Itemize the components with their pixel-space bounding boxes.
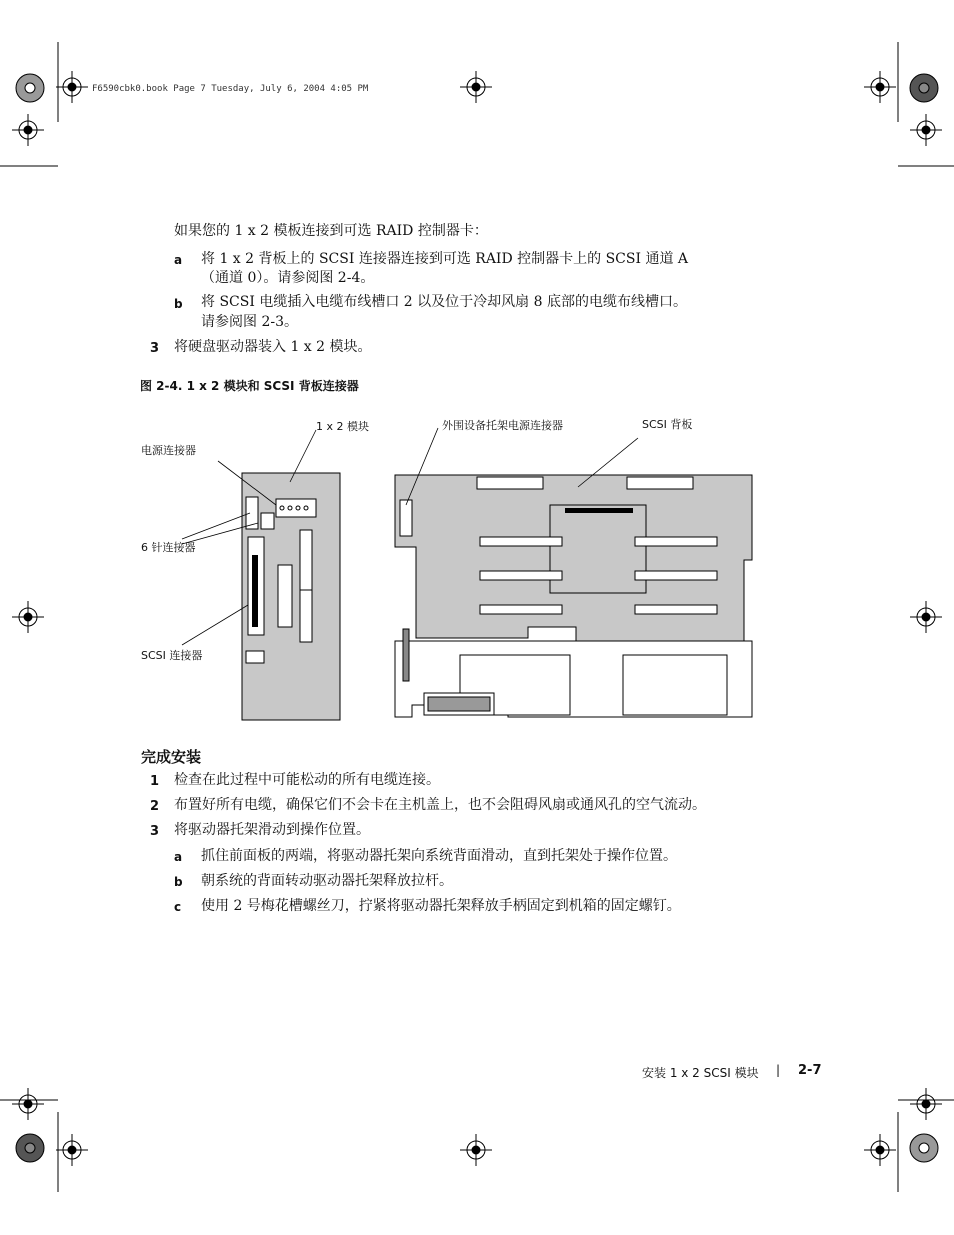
callout-module: 1 x 2 模块: [316, 420, 369, 433]
footer-separator: |: [776, 1063, 781, 1077]
substep-line: 将 1 x 2 背板上的 SCSI 连接器连接到可选 RAID 控制器卡上的 SCSI 通道 A: [201, 251, 689, 267]
substep-marker: a: [174, 850, 183, 864]
footer-label: 安装 1 x 2 SCSI 模块: [642, 1066, 759, 1080]
module-panel: [242, 473, 340, 720]
substep-marker: a: [174, 253, 183, 267]
callout-power-connector: 电源连接器: [141, 444, 196, 457]
callout-six-pin: 6 针连接器: [141, 541, 196, 554]
step-number: 3: [150, 341, 160, 356]
substep-text: 朝系统的背面转动驱动器托架释放拉杆。: [201, 873, 453, 889]
page-number: 2-7: [798, 1063, 822, 1078]
substep-text: 抓住前面板的两端，将驱动器托架向系统背面滑动，直到托架处于操作位置。: [201, 848, 677, 864]
substep-marker: b: [174, 875, 183, 889]
intro-text: 如果您的 1 x 2 模板连接到可选 RAID 控制器卡：: [174, 223, 488, 239]
substep-line: 请参阅图 2-3。: [201, 314, 298, 330]
step-text: 布置好所有电缆，确保它们不会卡在主机盖上，也不会阻碍风扇或通风孔的空气流动。: [174, 797, 706, 813]
step-text: 将硬盘驱动器装入 1 x 2 模块。: [174, 339, 372, 355]
callout-peripheral-power: 外围设备托架电源连接器: [442, 419, 563, 432]
backplane-board: [395, 475, 752, 717]
step-text: 检查在此过程中可能松动的所有电缆连接。: [174, 772, 440, 788]
section-title: 完成安装: [141, 748, 202, 766]
substep-line: 将 SCSI 电缆插入电缆布线槽口 2 以及位于冷却风扇 8 底部的电缆布线槽口。: [201, 294, 687, 310]
figure-caption: 图 2-4. 1 x 2 模块和 SCSI 背板连接器: [140, 379, 359, 393]
figure-diagram: [130, 405, 770, 730]
step-text: 将驱动器托架滑动到操作位置。: [174, 822, 370, 838]
step-number: 2: [150, 799, 160, 814]
substep-marker: b: [174, 297, 183, 311]
substep-line: （通道 0）。请参阅图 2-4。: [201, 270, 375, 286]
book-header-line: F6590cbk0.book Page 7 Tuesday, July 6, 2004 4:05 PM: [92, 84, 369, 94]
substep-text: 使用 2 号梅花槽螺丝刀，拧紧将驱动器托架释放手柄固定到机箱的固定螺钉。: [201, 898, 681, 914]
callout-scsi-connector: SCSI 连接器: [141, 649, 203, 662]
step-number: 3: [150, 824, 160, 839]
step-number: 1: [150, 774, 160, 789]
callout-scsi-backplane: SCSI 背板: [642, 418, 693, 431]
substep-marker: c: [174, 900, 182, 914]
